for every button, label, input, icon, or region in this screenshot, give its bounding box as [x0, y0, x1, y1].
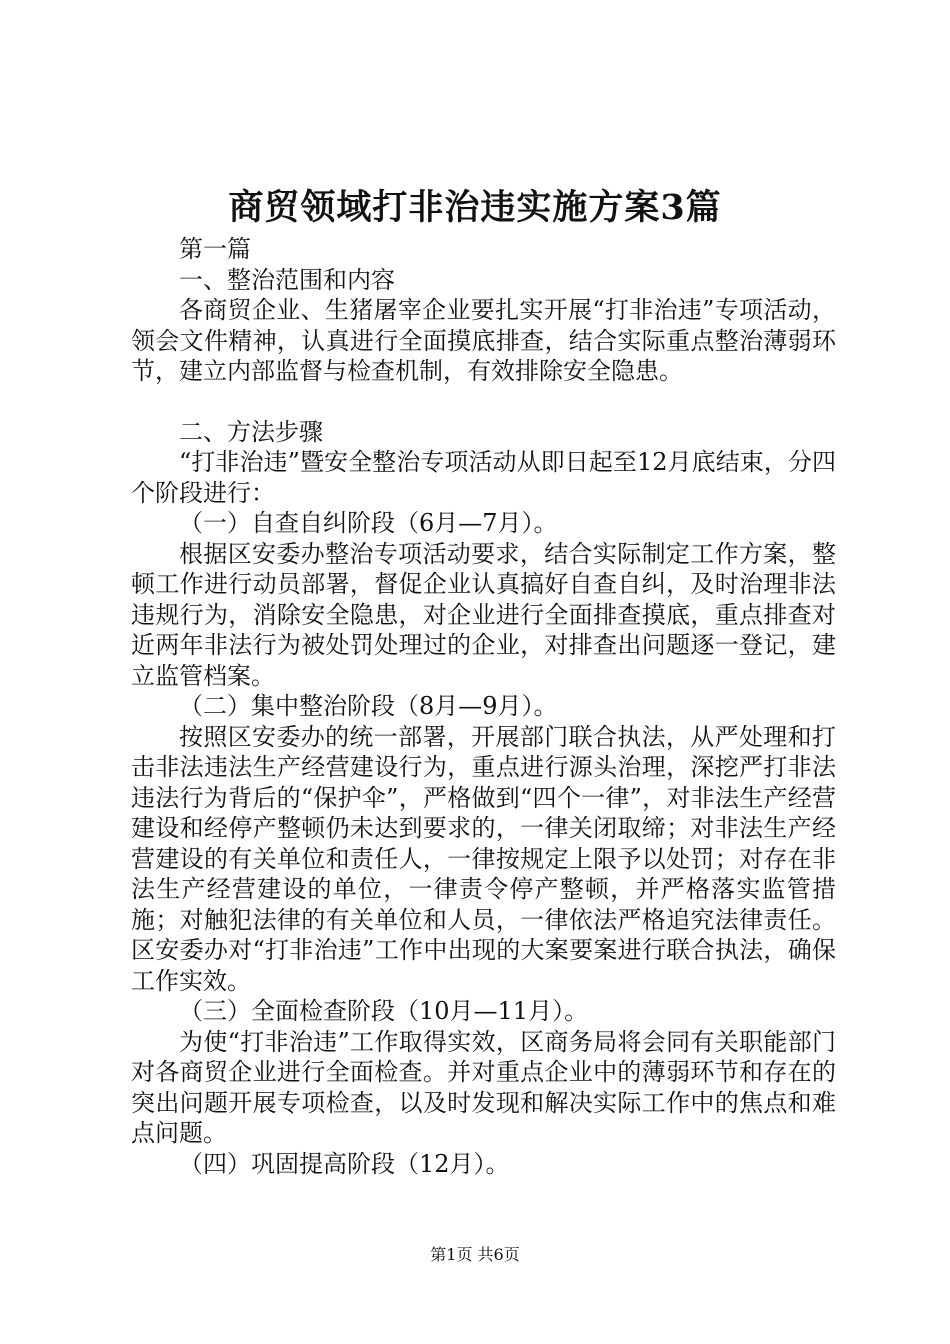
stage-heading-inspection: （三）全面检查阶段（10月—11月）。: [179, 997, 589, 1025]
paragraph-concentrated: 按照区安委办的统一部署，开展部门联合执法，从严处理和打击非法违法生产经营建设行为，重点进行源头治理，深挖严打非法违法行为背后的“保护伞”，严格做到“四个一律”，对非法生产经营建设和经停产整顿仍未达到要求的，一律关闭取缔；对非法生产经营建设的有关单位和责任人，一律按规定上限予以处罚；对存在非法生产经营建设的单位，一律责令停产整顿，并严格落实监管措施；对触犯法律的有关单位和人员，一律依法严格追究法律责任。区安委办对“打非治违”工作中出现的大案要案进行联合执法，确保工作实效。: [131, 722, 836, 995]
paragraph-steps-intro: “打非治违”暨安全整治专项活动从即日起至12月底结束，分四个阶段进行：: [131, 448, 836, 507]
stage-heading-concentrated: （二）集中整治阶段（8月—9月）。: [179, 692, 558, 720]
section-heading-scope: 一、整治范围和内容: [179, 265, 395, 294]
page-number-footer: 第1页 共6页: [430, 1245, 520, 1264]
stage-heading-self-check: （一）自查自纠阶段（6月—7月）。: [179, 509, 558, 537]
paragraph-inspection: 为使“打非治违”工作取得实效，区商务局将会同有关职能部门对各商贸企业进行全面检查。并对重点企业中的薄弱环节和存在的突出问题开展专项检查，以及时发现和解决实际工作中的焦点和难点问题。: [131, 1027, 836, 1147]
paragraph-spacer: [131, 387, 836, 417]
document-body: [131, 234, 836, 1179]
section-heading-first-part: 第一篇: [179, 235, 251, 263]
paragraph-self-check: 根据区安委办整治专项活动要求，结合实际制定工作方案，整顿工作进行动员部署，督促企业认真搞好自查自纠，及时治理非法违规行为，消除安全隐患，对企业进行全面排查摸底，重点排查对近两年非法行为被处罚处理过的企业，对排查出问题逐一登记，建立监管档案。: [131, 539, 836, 690]
paragraph-scope-content: 各商贸企业、生猪屠宰企业要扎实开展“打非治违”专项活动，领会文件精神，认真进行全面摸底排查，结合实际重点整治薄弱环节，建立内部监督与检查机制，有效排除安全隐患。: [131, 296, 836, 385]
document-title: 商贸领域打非治违实施方案3篇: [228, 187, 722, 228]
section-heading-steps: 二、方法步骤: [179, 417, 323, 446]
stage-heading-consolidate: （四）巩固提高阶段（12月）。: [179, 1149, 510, 1178]
